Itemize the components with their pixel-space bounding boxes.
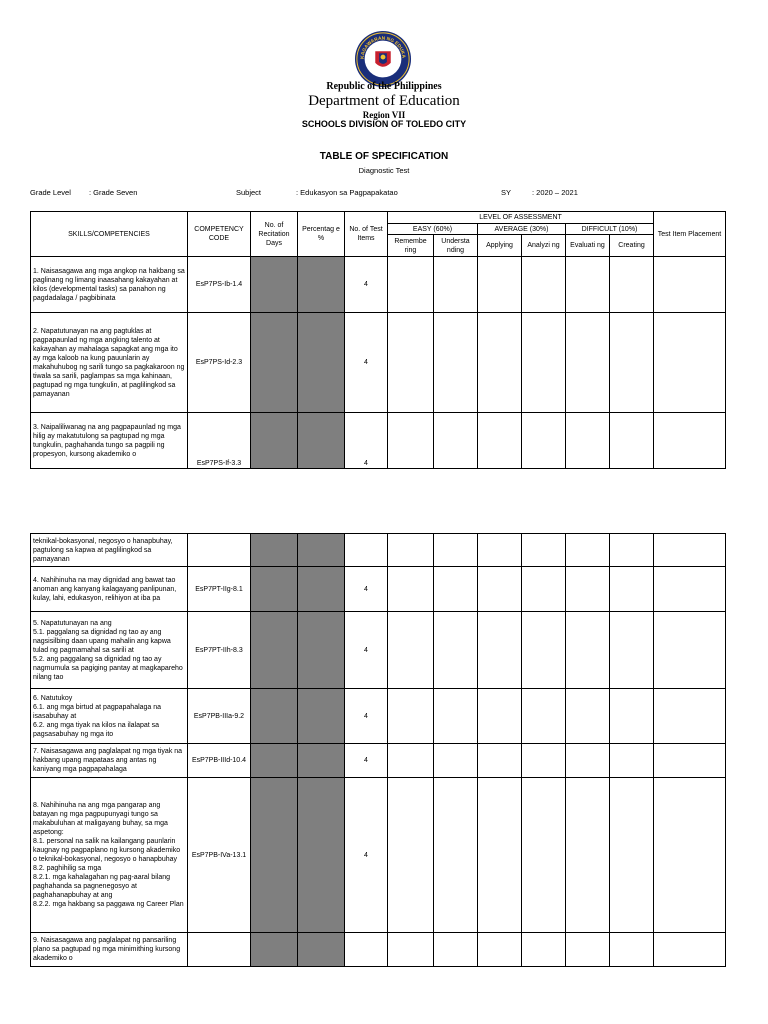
tos-table-page2 [30,533,726,967]
code-cell: EsP7PS-Id-2.3 [188,313,251,413]
items-cell: 4 [345,744,388,778]
analyzing-cell [522,413,566,469]
placement-cell [654,612,726,689]
skill-cell: 8. Nahihinuha na ang mga pangarap ang batayan ng mga pagpupunyagi tungo sa makabuluhan at maligayang buhay, sa mga aspetong: 8.1. personal na salik na kailangang paunlarin kaugnay ng pagpaplano ng kursong akademiko o teknikal-bokasyonal, negosyo o hanapbuhay 8.2. paghihilig sa mga 8.2.1. mga kahalagahan ng pag-aaral bilang paghahanda sa pagnenegosyo at paghahanapbuhay at ang 8.2.2. mga hakbang sa paggawa ng Career Plan [31,778,188,933]
header-creating: Creating [610,235,654,257]
division-heading: SCHOOLS DIVISION OF TOLEDO CITY [301,119,467,129]
understanding-cell [434,534,478,567]
creating-cell [610,689,654,744]
creating-cell [610,567,654,612]
header-recitation-days: No. of Recitation Days [251,212,298,257]
creating-cell [610,534,654,567]
code-cell [188,933,251,967]
percent-cell [298,778,345,933]
grade-level-value: : Grade Seven [89,188,138,197]
table-row [31,689,726,744]
understanding-cell [434,689,478,744]
placement-cell [654,933,726,967]
creating-cell [610,313,654,413]
percent-cell [298,689,345,744]
header-applying: Applying [478,235,522,257]
items-cell [345,534,388,567]
code-cell [188,534,251,567]
header-understanding: Understa nding [434,235,478,257]
analyzing-cell [522,257,566,313]
days-cell [251,689,298,744]
items-cell: 4 [345,257,388,313]
items-cell [345,933,388,967]
understanding-cell [434,612,478,689]
understanding-cell [434,257,478,313]
understanding-cell [434,313,478,413]
skill-cell: 2. Napatutunayan na ang pagtuklas at pagpapaunlad ng mga angking talento at kakayahan ay mahalaga sapagkat ang mga ito ay mga kaloob na kung pauunlarin ay makahuhubog ng sarili tungo sa pagkakaroon ng tiwala sa sarili, paglampas sa mga kahinaan, pagtupad ng mga tungkulin, at paglilingkod sa pamayanan [31,313,188,413]
percent-cell [298,933,345,967]
analyzing-cell [522,313,566,413]
header-test-items: No. of Test Items [345,212,388,257]
percent-cell [298,534,345,567]
items-cell: 4 [345,313,388,413]
remembering-cell [388,933,434,967]
analyzing-cell [522,933,566,967]
skill-cell: teknikal-bokasyonal, negosyo o hanapbuhay, pagtulong sa kapwa at paglilingkod sa pamayanan [31,534,188,567]
evaluating-cell [566,567,610,612]
applying-cell [478,778,522,933]
department-heading: Department of Education [308,93,460,109]
understanding-cell [434,413,478,469]
code-cell: EsP7PB-IIIa-9.2 [188,689,251,744]
applying-cell [478,744,522,778]
placement-cell [654,413,726,469]
header-remembering: Remembe ring [388,235,434,257]
applying-cell [478,313,522,413]
deped-seal-logo [354,30,412,88]
items-cell: 4 [345,413,388,469]
items-cell: 4 [345,689,388,744]
republic-heading: Republic of the Philippines [326,81,442,92]
tos-table-page1 [30,211,726,469]
remembering-cell [388,689,434,744]
applying-cell [478,413,522,469]
placement-cell [654,567,726,612]
school-year-value: : 2020 – 2021 [532,188,578,197]
subject-value: : Edukasyon sa Pagpapakatao [296,188,398,197]
remembering-cell [388,612,434,689]
subject-label: Subject [236,188,262,197]
days-cell [251,534,298,567]
percent-cell [298,567,345,612]
applying-cell [478,933,522,967]
applying-cell [478,534,522,567]
analyzing-cell [522,744,566,778]
skill-cell: 4. Nahihinuha na may dignidad ang bawat tao anoman ang kanyang kalagayang panlipunan, kulay, lahi, edukasyon, relihiyon at iba pa [31,567,188,612]
header-easy: EASY (60%) [388,224,478,235]
creating-cell [610,744,654,778]
placement-cell [654,534,726,567]
svg-text:KAGAWARAN NG EDUKASYON: KAGAWARAN NG EDUKA [360,36,406,60]
creating-cell [610,257,654,313]
evaluating-cell [566,933,610,967]
header-average: AVERAGE (30%) [478,224,566,235]
test-type: Diagnostic Test [358,166,410,175]
days-cell [251,313,298,413]
days-cell [251,744,298,778]
percent-cell [298,612,345,689]
percent-cell [298,257,345,313]
days-cell [251,933,298,967]
creating-cell [610,413,654,469]
evaluating-cell [566,778,610,933]
days-cell [251,612,298,689]
evaluating-cell [566,534,610,567]
header-level-of-assessment: LEVEL OF ASSESSMENT [388,212,654,224]
analyzing-cell [522,689,566,744]
skill-cell: 6. Natutukoy 6.1. ang mga birtud at pagpapahalaga na isasabuhay at 6.2. ang mga tiyak na kilos na ilalapat sa pagsasabuhay ng mga ito [31,689,188,744]
remembering-cell [388,778,434,933]
days-cell [251,778,298,933]
remembering-cell [388,413,434,469]
skill-cell: 3. Naipaliliwanag na ang pagpapaunlad ng mga hilig ay makatutulong sa pagtupad ng mga tungkulin, paghahanda tungo sa pagpili ng propesyon, kursong akademiko o [31,413,188,469]
code-cell: EsP7PT-IIh-8.3 [188,612,251,689]
table-row [31,567,726,612]
remembering-cell [388,567,434,612]
understanding-cell [434,933,478,967]
table-row [31,612,726,689]
creating-cell [610,778,654,933]
evaluating-cell [566,313,610,413]
document-title: TABLE OF SPECIFICATION [319,151,449,162]
understanding-cell [434,744,478,778]
skill-cell: 1. Naisasagawa ang mga angkop na hakbang sa paglinang ng limang inaasahang kakayahan at kilos (developmental tasks) sa panahon ng pagdadalaga / pagbibinata [31,257,188,313]
items-cell: 4 [345,612,388,689]
creating-cell [610,933,654,967]
percent-cell [298,413,345,469]
placement-cell [654,778,726,933]
region-heading: Region VII [362,110,406,120]
table-row [31,933,726,967]
table-row [31,534,726,567]
evaluating-cell [566,744,610,778]
placement-cell [654,744,726,778]
remembering-cell [388,257,434,313]
skill-cell: 5. Napatutunayan na ang 5.1. paggalang sa dignidad ng tao ay ang nagsisilbing daan upang mahalin ang kapwa tulad ng pagmamahal sa sarili at 5.2. ang paggalang sa dignidad ng tao ay nagmumula sa pagiging pantay at magkapareho nilang tao [31,612,188,689]
skill-cell: 9. Naisasagawa ang paglalapat ng pansariling plano sa pagtupad ng mga minimithing kursong akademiko o [31,933,188,967]
remembering-cell [388,534,434,567]
header-test-item-placement: Test Item Placement [654,212,726,257]
table-row [31,744,726,778]
header-evaluating: Evaluati ng [566,235,610,257]
remembering-cell [388,744,434,778]
understanding-cell [434,567,478,612]
table-row [31,313,726,413]
understanding-cell [434,778,478,933]
school-year-label: SY [501,188,512,197]
evaluating-cell [566,413,610,469]
header-skills: SKILLS/COMPETENCIES [31,212,188,257]
header-difficult: DIFFICULT (10%) [566,224,654,235]
creating-cell [610,612,654,689]
placement-cell [654,313,726,413]
analyzing-cell [522,567,566,612]
days-cell [251,257,298,313]
items-cell: 4 [345,778,388,933]
code-cell: EsP7PS-Ib-1.4 [188,257,251,313]
analyzing-cell [522,612,566,689]
placement-cell [654,257,726,313]
header-analyzing: Analyzi ng [522,235,566,257]
table-row [31,413,726,469]
remembering-cell [388,313,434,413]
evaluating-cell [566,257,610,313]
analyzing-cell [522,534,566,567]
placement-cell [654,689,726,744]
items-cell: 4 [345,567,388,612]
evaluating-cell [566,689,610,744]
code-cell: EsP7PT-IIg-8.1 [188,567,251,612]
code-cell: EsP7PB-IIId-10.4 [188,744,251,778]
evaluating-cell [566,612,610,689]
percent-cell [298,744,345,778]
skill-cell: 7. Naisasagawa ang paglalapat ng mga tiyak na hakbang upang mapataas ang antas ng kaniyang mga pagpapahalaga [31,744,188,778]
code-cell: EsP7PB-IVa-13.1 [188,778,251,933]
code-cell: EsP7PS-If-3.3 [188,413,251,469]
grade-level-label: Grade Level [30,188,71,197]
table-row [31,257,726,313]
percent-cell [298,313,345,413]
table-row [31,778,726,933]
header-competency-code: COMPETENCY CODE [188,212,251,257]
applying-cell [478,689,522,744]
applying-cell [478,567,522,612]
header-percentage: Percentag e % [298,212,345,257]
days-cell [251,413,298,469]
days-cell [251,567,298,612]
applying-cell [478,257,522,313]
analyzing-cell [522,778,566,933]
applying-cell [478,612,522,689]
